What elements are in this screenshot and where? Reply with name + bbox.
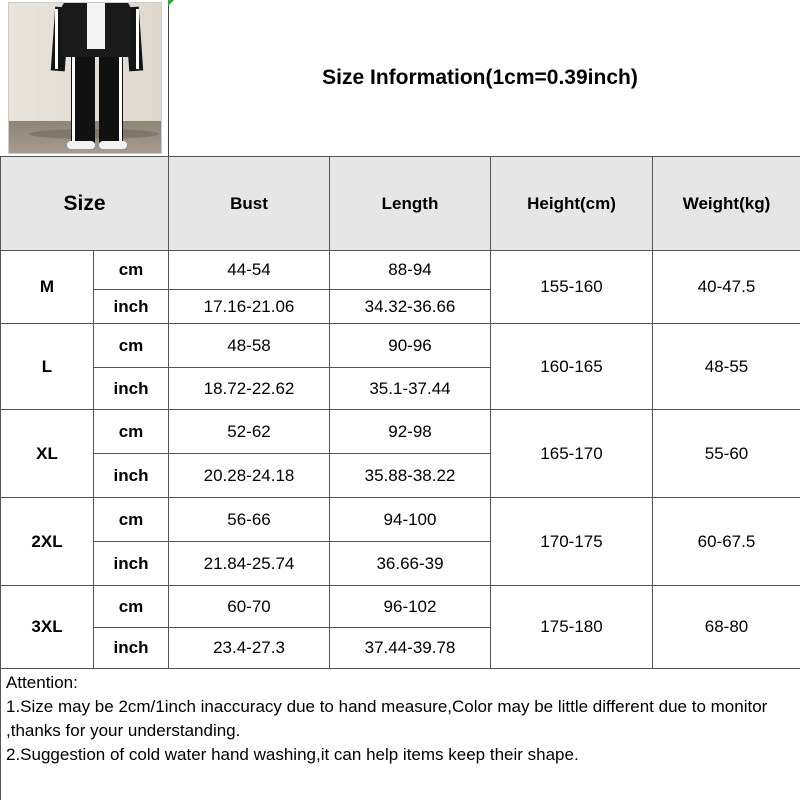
length-cm: 90-96 bbox=[330, 324, 491, 368]
bust-cm: 48-58 bbox=[169, 324, 330, 368]
unit-inch-label: inch bbox=[94, 542, 169, 586]
weight-value: 60-67.5 bbox=[653, 498, 800, 586]
bust-inch: 20.28-24.18 bbox=[169, 454, 330, 498]
table-row bbox=[1, 498, 800, 542]
size-table bbox=[0, 156, 800, 669]
height-value: 170-175 bbox=[491, 498, 653, 586]
table-row bbox=[1, 410, 800, 454]
height-value: 160-165 bbox=[491, 324, 653, 410]
size-label: L bbox=[1, 324, 94, 410]
bust-inch: 21.84-25.74 bbox=[169, 542, 330, 586]
unit-inch-label: inch bbox=[94, 454, 169, 498]
unit-cm-label: cm bbox=[94, 410, 169, 454]
height-value: 175-180 bbox=[491, 586, 653, 669]
unit-inch-label: inch bbox=[94, 628, 169, 669]
unit-cm-label: cm bbox=[94, 251, 169, 290]
bust-cm: 56-66 bbox=[169, 498, 330, 542]
unit-inch-label: inch bbox=[94, 290, 169, 324]
size-label: M bbox=[1, 251, 94, 324]
header-size: Size bbox=[1, 157, 169, 251]
note-line-2: 2.Suggestion of cold water hand washing,it can help items keep their shape. bbox=[6, 745, 579, 764]
header-length: Length bbox=[330, 157, 491, 251]
length-cm: 92-98 bbox=[330, 410, 491, 454]
bust-cm: 60-70 bbox=[169, 586, 330, 628]
height-value: 165-170 bbox=[491, 410, 653, 498]
length-cm: 96-102 bbox=[330, 586, 491, 628]
size-label: XL bbox=[1, 410, 94, 498]
header-weight: Weight(kg) bbox=[653, 157, 800, 251]
length-inch: 35.1-37.44 bbox=[330, 368, 491, 410]
bust-inch: 17.16-21.06 bbox=[169, 290, 330, 324]
size-label: 2XL bbox=[1, 498, 94, 586]
length-inch: 36.66-39 bbox=[330, 542, 491, 586]
weight-value: 55-60 bbox=[653, 410, 800, 498]
table-header-row bbox=[1, 157, 800, 251]
length-inch: 37.44-39.78 bbox=[330, 628, 491, 669]
length-inch: 35.88-38.22 bbox=[330, 454, 491, 498]
length-cm: 88-94 bbox=[330, 251, 491, 290]
unit-cm-label: cm bbox=[94, 498, 169, 542]
weight-value: 68-80 bbox=[653, 586, 800, 669]
length-cm: 94-100 bbox=[330, 498, 491, 542]
height-value: 155-160 bbox=[491, 251, 653, 324]
unit-inch-label: inch bbox=[94, 368, 169, 410]
size-label: 3XL bbox=[1, 586, 94, 669]
product-photo bbox=[8, 2, 162, 154]
weight-value: 40-47.5 bbox=[653, 251, 800, 324]
chart-header bbox=[0, 0, 800, 156]
attention-notes bbox=[0, 668, 800, 800]
page-title: Size Information(1cm=0.39inch) bbox=[322, 66, 638, 89]
bust-cm: 52-62 bbox=[169, 410, 330, 454]
header-height: Height(cm) bbox=[491, 157, 653, 251]
note-line-1: 1.Size may be 2cm/1inch inaccuracy due to hand measure,Color may be little different due to monitor ,thanks for your understanding. bbox=[6, 697, 768, 740]
table-row bbox=[1, 586, 800, 628]
unit-cm-label: cm bbox=[94, 586, 169, 628]
bust-inch: 18.72-22.62 bbox=[169, 368, 330, 410]
length-inch: 34.32-36.66 bbox=[330, 290, 491, 324]
table-row bbox=[1, 324, 800, 368]
notes-heading: Attention: bbox=[6, 673, 78, 692]
header-bust: Bust bbox=[169, 157, 330, 251]
table-row bbox=[1, 251, 800, 290]
title-box bbox=[168, 0, 800, 156]
bust-cm: 44-54 bbox=[169, 251, 330, 290]
weight-value: 48-55 bbox=[653, 324, 800, 410]
bust-inch: 23.4-27.3 bbox=[169, 628, 330, 669]
unit-cm-label: cm bbox=[94, 324, 169, 368]
